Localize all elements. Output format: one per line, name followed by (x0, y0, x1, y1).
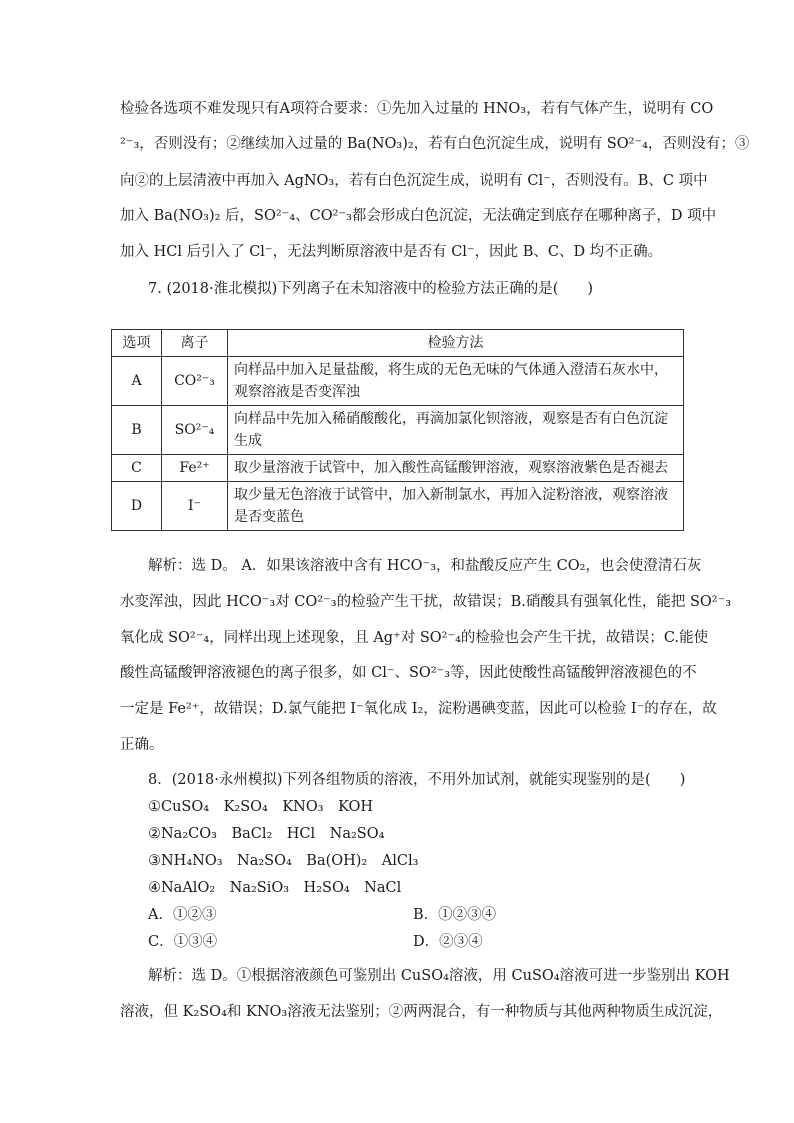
table-cell-option: B (112, 406, 162, 455)
question-8: 8．(2018·永州模拟)下列各组物质的溶液，不用外加试剂，就能实现鉴别的是( ) (148, 772, 686, 788)
method-line: 是否变蓝色 (234, 509, 304, 525)
analysis7-line-3: 氧化成 SO²⁻₄，同样出现上述现象，且 Ag⁺对 SO²⁻₄的检验也会产生干扰，故错误；C.能使 (120, 630, 709, 646)
table-cell-method (228, 455, 684, 482)
q8-option-d: D．②③④ (413, 934, 483, 950)
table-row (112, 406, 684, 455)
q8-item-1: ①CuSO₄ K₂SO₄ KNO₃ KOH (148, 799, 374, 815)
table-header-method: 检验方法 (228, 330, 684, 357)
table-cell-option: A (112, 357, 162, 406)
table-cell-ion: I⁻ (162, 482, 228, 531)
method-line: 观察溶液是否变浑浊 (234, 384, 360, 400)
table-row (112, 455, 684, 482)
analysis6-line-5: 加入 HCl 后引入了 Cl⁻，无法判断原溶液中是否有 Cl⁻，因此 B、C、D 均不正确。 (120, 244, 663, 260)
method-line: 取少量无色溶液于试管中，加入新制氯水，再加入淀粉溶液，观察溶液 (234, 487, 668, 503)
table-cell-ion: CO²⁻₃ (162, 357, 228, 406)
analysis7-line-6: 正确。 (120, 737, 164, 753)
analysis6-line-1: 检验各选项不难发现只有A项符合要求：①先加入过量的 HNO₃，若有气体产生，说明有 CO (120, 101, 714, 117)
method-line: 向样品中先加入稀硝酸酸化，再滴加氯化钡溶液，观察是否有白色沉淀 (234, 411, 668, 427)
table-cell-option: D (112, 482, 162, 531)
table-cell-option: C (112, 455, 162, 482)
table-cell-ion: Fe²⁺ (162, 455, 228, 482)
analysis6-line-2: ²⁻₃，否则没有；②继续加入过量的 Ba(NO₃)₂，若有白色沉淀生成，说明有 SO²⁻₄，否则没有；③ (120, 136, 750, 152)
q8-item-2: ②Na₂CO₃ BaCl₂ HCl Na₂SO₄ (148, 826, 385, 842)
q8-option-c: C．①③④ (148, 934, 218, 950)
table-cell-method (228, 406, 684, 455)
table-cell-ion: SO²⁻₄ (162, 406, 228, 455)
analysis7-line-5: 一定是 Fe²⁺，故错误；D.氯气能把 I⁻氧化成 I₂，淀粉遇碘变蓝，因此可以检验 I⁻的存在，故 (120, 701, 717, 717)
method-line: 生成 (234, 433, 262, 449)
analysis8-line-2: 溶液，但 K₂SO₄和 KNO₃溶液无法鉴别；②两两混合，有一种物质与其他两种物质生成沉淀， (120, 1004, 723, 1020)
table-row (112, 357, 684, 406)
q8-option-b: B．①②③④ (413, 907, 497, 923)
analysis7-line-1: 解析：选 D。 A．如果该溶液中含有 HCO⁻₃，和盐酸反应产生 CO₂，也会使澄清石灰 (148, 558, 702, 574)
q8-option-a: A．①②③ (148, 907, 217, 923)
analysis6-line-3: 向②的上层清液中再加入 AgNO₃，若有白色沉淀生成，说明有 Cl⁻，否则没有。B、C 项中 (120, 173, 708, 189)
analysis7-line-4: 酸性高锰酸钾溶液褪色的离子很多，如 Cl⁻、SO²⁻₃等，因此使酸性高锰酸钾溶液褪色的不 (120, 665, 697, 681)
ion-test-table (111, 329, 684, 531)
question-7: 7. (2018·淮北模拟)下列离子在未知溶液中的检验方法正确的是( ) (148, 281, 594, 297)
analysis7-line-2: 水变浑浊，因此 HCO⁻₃对 CO²⁻₃的检验产生干扰，故错误；B.硝酸具有强氧化性，能把 SO²⁻₃ (120, 594, 732, 610)
method-line: 取少量溶液于试管中，加入酸性高锰酸钾溶液，观察溶液紫色是否褪去 (234, 460, 668, 476)
method-line: 向样品中加入足量盐酸，将生成的无色无味的气体通入澄清石灰水中， (234, 362, 668, 378)
q8-item-4: ④NaAlO₂ Na₂SiO₃ H₂SO₄ NaCl (148, 880, 402, 896)
analysis6-line-4: 加入 Ba(NO₃)₂ 后，SO²⁻₄、CO²⁻₃都会形成白色沉淀，无法确定到底存在哪种离子，D 项中 (120, 208, 717, 224)
table-header-option: 选项 (112, 330, 162, 357)
table-header-ion: 离子 (162, 330, 228, 357)
analysis8-line-1: 解析：选 D。①根据溶液颜色可鉴别出 CuSO₄溶液，用 CuSO₄溶液可进一步鉴别出 KOH (148, 968, 730, 984)
table-cell-method (228, 357, 684, 406)
table-row (112, 482, 684, 531)
q8-item-3: ③NH₄NO₃ Na₂SO₄ Ba(OH)₂ AlCl₃ (148, 853, 419, 869)
table-header-row (112, 330, 684, 357)
table-cell-method (228, 482, 684, 531)
